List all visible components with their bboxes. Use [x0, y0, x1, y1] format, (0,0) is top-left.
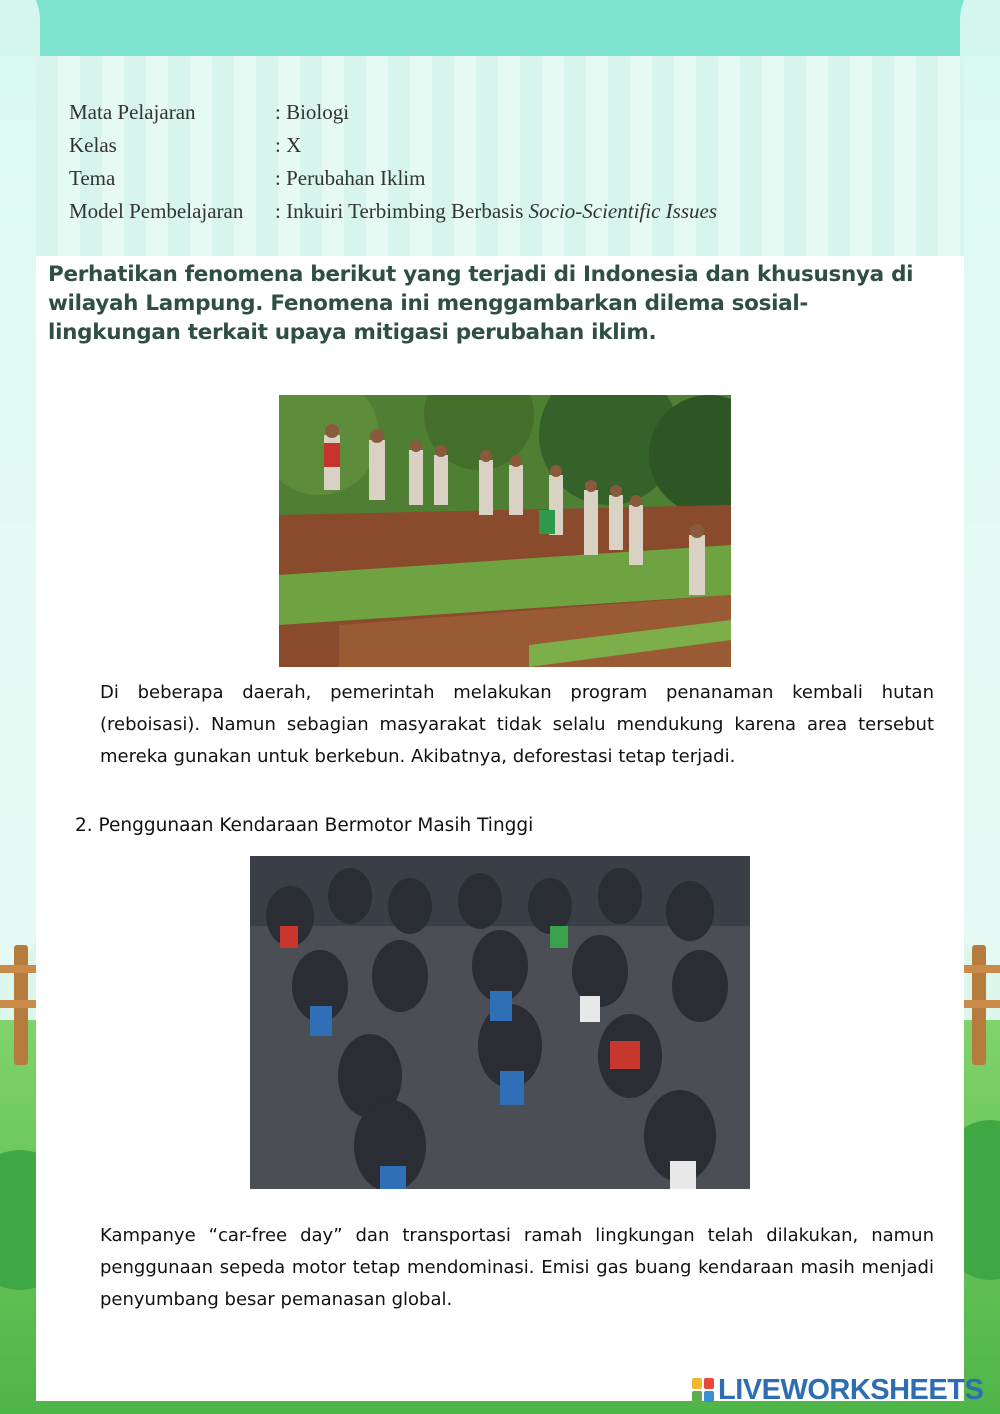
info-label: Model Pembelajaran [69, 199, 244, 223]
info-row-subject [69, 96, 717, 129]
info-row-class [69, 129, 717, 162]
section2-paragraph: Kampanye “car-free day” dan transportasi ramah lingkungan telah dilakukan, namun penggunaan sepeda motor tetap mendominasi. Emisi gas buang kendaraan masih menjadi penyumbang besar pemanasan global. [100, 1225, 934, 1310]
top-band [0, 0, 1000, 56]
info-row-model [69, 195, 717, 228]
info-row-theme [69, 162, 717, 195]
left-fence-rail [0, 965, 36, 973]
reforestation-photo-icon [279, 395, 731, 667]
info-value: : Perubahan Iklim [275, 166, 426, 190]
info-value: : Inkuiri Terbimbing Berbasis Socio-Scientific Issues [275, 199, 717, 223]
lesson-info [69, 96, 717, 228]
left-cloud [0, 0, 40, 970]
liveworksheets-brand[interactable] [692, 1373, 983, 1407]
info-label: Tema [69, 166, 116, 190]
brand-name: LIVEWORKSHEETS [718, 1373, 984, 1406]
motorcycle-traffic-photo [250, 856, 750, 1189]
reforestation-photo [279, 395, 731, 667]
left-fence-rail [0, 1000, 36, 1008]
section2-title: 2. Penggunaan Kendaraan Bermotor Masih Tinggi [75, 815, 534, 836]
info-value: : Biologi [275, 100, 350, 124]
right-fence-rail [964, 965, 1000, 973]
info-label: Mata Pelajaran [69, 100, 196, 124]
section1-paragraph: Di beberapa daerah, pemerintah melakukan program penanaman kembali hutan (reboisasi). Namun sebagian masyarakat tidak selalu mendukung karena area tersebut mereka gunakan untuk berkebun. Akibatnya, deforestasi tetap terjadi. [100, 682, 934, 767]
right-cloud [960, 0, 1000, 970]
intro-text: Perhatikan fenomena berikut yang terjadi di Indonesia dan khususnya di wilayah Lampung. Fenomena ini menggambarkan dilema sosial-lingkungan terkait upaya mitigasi perubahan iklim. [48, 262, 914, 345]
info-label: Kelas [69, 133, 117, 157]
liveworksheets-logo-icon [692, 1378, 714, 1402]
right-fence-rail [964, 1000, 1000, 1008]
info-value: : X [275, 133, 302, 157]
motorcycle-traffic-photo-icon [250, 856, 750, 1189]
